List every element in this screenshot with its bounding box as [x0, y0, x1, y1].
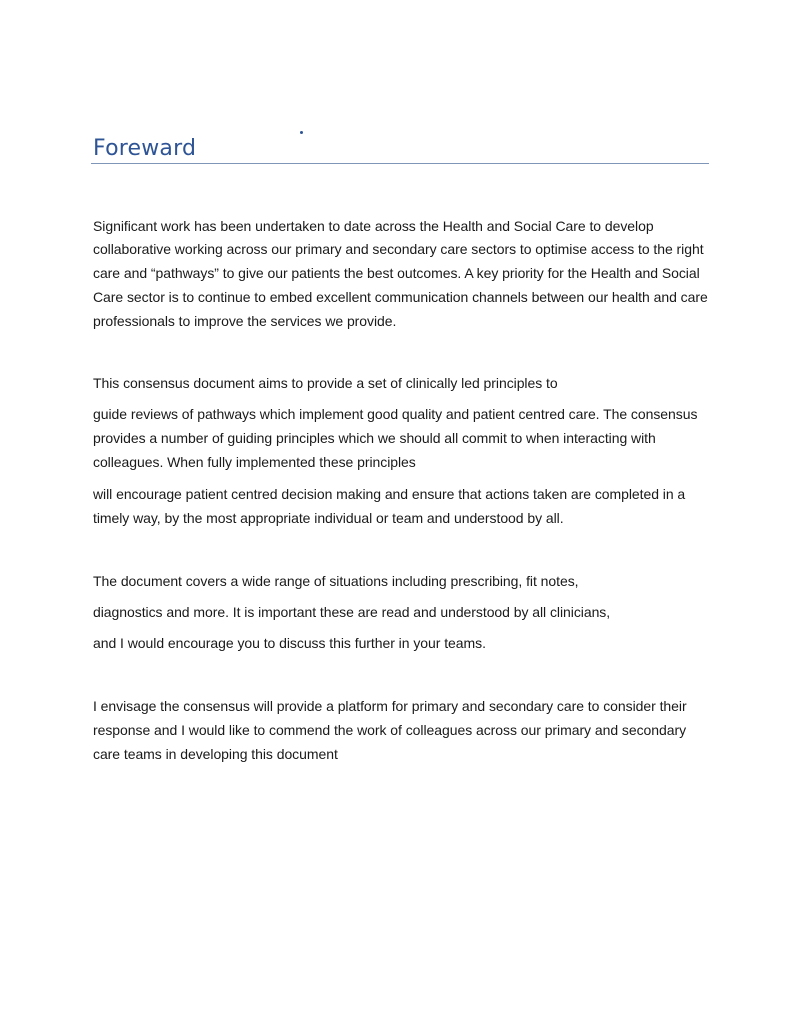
- paragraph-8-line-2: response and I would like to commend the work of colleagues across our primary and secondary: [93, 722, 687, 738]
- paragraph-5-line-1: The document covers a wide range of situations including prescribing, fit notes,: [93, 573, 579, 589]
- paragraph-3-line-3: colleagues. When fully implemented these principles: [93, 454, 416, 470]
- paragraph-2-line-1: This consensus document aims to provide a set of clinically led principles to: [93, 375, 558, 391]
- paragraph-8-line-3: care teams in developing this document: [93, 746, 338, 762]
- page-title: Foreward: [93, 136, 197, 161]
- paragraph-4-line-2: timely way, by the most appropriate individual or team and understood by all.: [93, 510, 564, 526]
- paragraph-1-line-4: Care sector is to continue to embed excellent communication channels between our health and care: [93, 289, 708, 305]
- paragraph-7-line-1: and I would encourage you to discuss this further in your teams.: [93, 635, 486, 651]
- paragraph-1-line-2: collaborative working across our primary and secondary care sectors to optimise access to the right: [93, 241, 704, 257]
- paragraph-1-line-1: Significant work has been undertaken to date across the Health and Social Care to develop: [93, 218, 654, 234]
- paragraph-8-line-1: I envisage the consensus will provide a platform for primary and secondary care to consider their: [93, 698, 687, 714]
- paragraph-1-line-5: professionals to improve the services we provide.: [93, 313, 397, 329]
- heading-divider: [91, 163, 709, 164]
- paragraph-3-line-1: guide reviews of pathways which implement good quality and patient centred care. The consensus: [93, 406, 698, 422]
- paragraph-1-line-3: care and “pathways” to give our patients the best outcomes. A key priority for the Health and Social: [93, 265, 700, 281]
- paragraph-3-line-2: provides a number of guiding principles which we should all commit to when interacting with: [93, 430, 656, 446]
- paragraph-4-line-1: will encourage patient centred decision making and ensure that actions taken are completed in a: [93, 486, 686, 502]
- bullet-dot: [300, 131, 303, 134]
- paragraph-6-line-1: diagnostics and more. It is important these are read and understood by all clinicians,: [93, 604, 611, 620]
